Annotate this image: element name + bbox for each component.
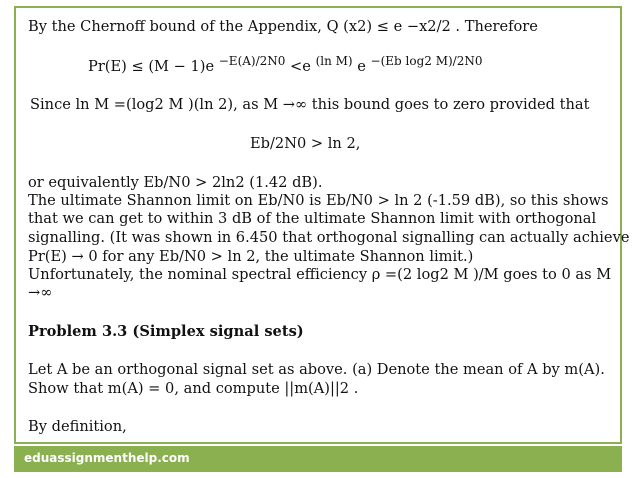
para-line-2: The ultimate Shannon limit on Eb/N0 is Eb/N0 > ln 2 (-1.59 dB), so this shows (28, 192, 609, 209)
para-line-4: signalling. (It was shown in 6.450 that orthogonal signalling can actually achieve (28, 229, 630, 246)
eq-exponent-1: −E(A)/2N0 (218, 54, 286, 68)
eq-exponent-3: −(Eb log2 M)/2N0 (370, 54, 483, 68)
para-line-1: or equivalently Eb/N0 > 2ln2 (1.42 dB). (28, 174, 323, 191)
eq-base-1: Pr(E) ≤ (M − 1)e (88, 58, 215, 75)
problem-line-1: Let A be an orthogonal signal set as above. (a) Denote the mean of A by m(A). (28, 361, 605, 378)
problem-heading: Problem 3.3 (Simplex signal sets) (28, 323, 304, 340)
probability-bound-equation (88, 54, 483, 76)
chernoff-line: By the Chernoff bound of the Appendix, Q (x2) ≤ e −x2/2 . Therefore (28, 18, 538, 35)
limit-line: Since ln M =(log2 M )(ln 2), as M →∞ this bound goes to zero provided that (30, 96, 590, 113)
problem-line-2: Show that m(A) = 0, and compute ||m(A)||2 . (28, 380, 359, 397)
para-line-5: Pr(E) → 0 for any Eb/N0 > ln 2, the ultimate Shannon limit.) (28, 248, 474, 265)
footer-site-label: eduassignmenthelp.com (24, 451, 190, 465)
eq-exponent-2: (ln M) (315, 54, 353, 68)
para-line-6: Unfortunately, the nominal spectral efficiency ρ =(2 log2 M )/M goes to 0 as M (28, 266, 612, 283)
footer-bar (14, 446, 622, 472)
closing-line: By definition, (28, 418, 127, 435)
para-line-7: →∞ (28, 284, 53, 301)
slide-content (14, 6, 630, 444)
eq-base-3: e (357, 58, 366, 75)
eq-base-2: <e (290, 58, 311, 75)
condition-equation: Eb/2N0 > ln 2, (250, 135, 361, 152)
para-line-3: that we can get to within 3 dB of the ultimate Shannon limit with orthogonal (28, 210, 597, 227)
